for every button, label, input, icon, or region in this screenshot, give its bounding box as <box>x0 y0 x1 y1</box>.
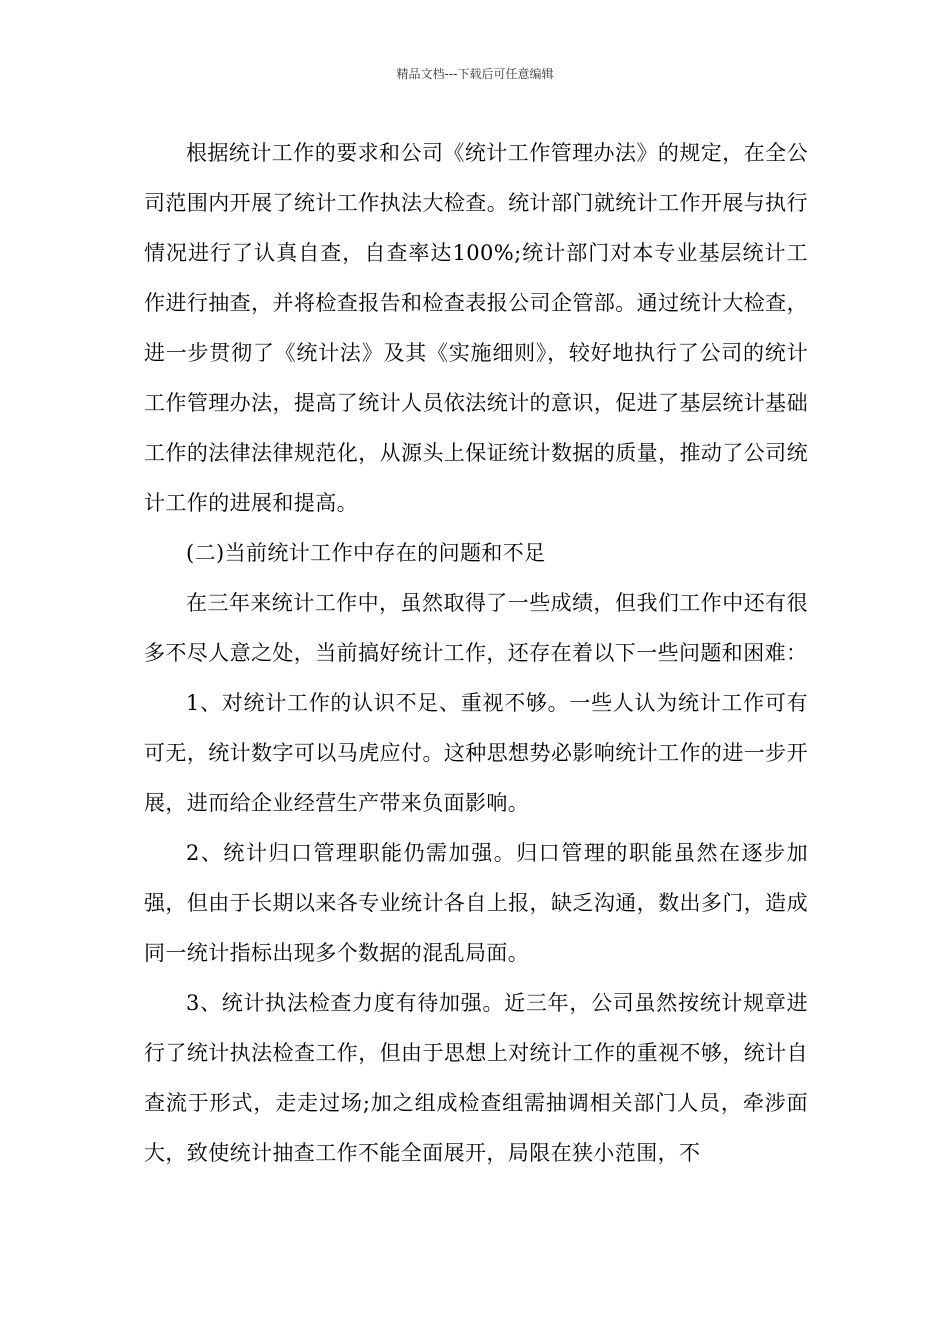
paragraph-statistics-inspection: 根据统计工作的要求和公司《统计工作管理办法》的规定，在全公司范围内开展了统计工作执法大检查。统计部门就统计工作开展与执行情况进行了认真自查，自查率达100%;统计部门对本专业基层统计工作进行抽查，并将检查报告和检查表报公司企管部。通过统计大检查，进一步贯彻了《统计法》及其《实施细则》，较好地执行了公司的统计工作管理办法，提高了统计人员依法统计的意识，促进了基层统计基础工作的法律法律规范化，从源头上保证统计数据的质量，推动了公司统计工作的进展和提高。 <box>144 141 808 515</box>
document-body <box>144 128 808 1178</box>
section-heading-problems: (二)当前统计工作中存在的问题和不足 <box>186 541 546 565</box>
paragraph-problems-intro: 在三年来统计工作中，虽然取得了一些成绩，但我们工作中还有很多不尽人意之处，当前搞好统计工作，还存在着以下一些问题和困难： <box>144 591 808 665</box>
paragraph-problem-3: 3、统计执法检查力度有待加强。近三年，公司虽然按统计规章进行了统计执法检查工作，但由于思想上对统计工作的重视不够，统计自查流于形式，走走过场;加之组成检查组需抽调相关部门人员，牵涉面大，致使统计抽查工作不能全面展开，局限在狭小范围，不 <box>144 991 808 1165</box>
paragraph-problem-1: 1、对统计工作的认识不足、重视不够。一些人认为统计工作可有可无，统计数字可以马虎应付。这种思想势必影响统计工作的进一步开展，进而给企业经营生产带来负面影响。 <box>144 691 808 815</box>
paragraph-problem-2: 2、统计归口管理职能仍需加强。归口管理的职能虽然在逐步加强，但由于长期以来各专业统计各自上报，缺乏沟通，数出多门，造成同一统计指标出现多个数据的混乱局面。 <box>144 841 808 965</box>
page-header: 精品文档---下载后可任意编辑 <box>396 67 554 81</box>
